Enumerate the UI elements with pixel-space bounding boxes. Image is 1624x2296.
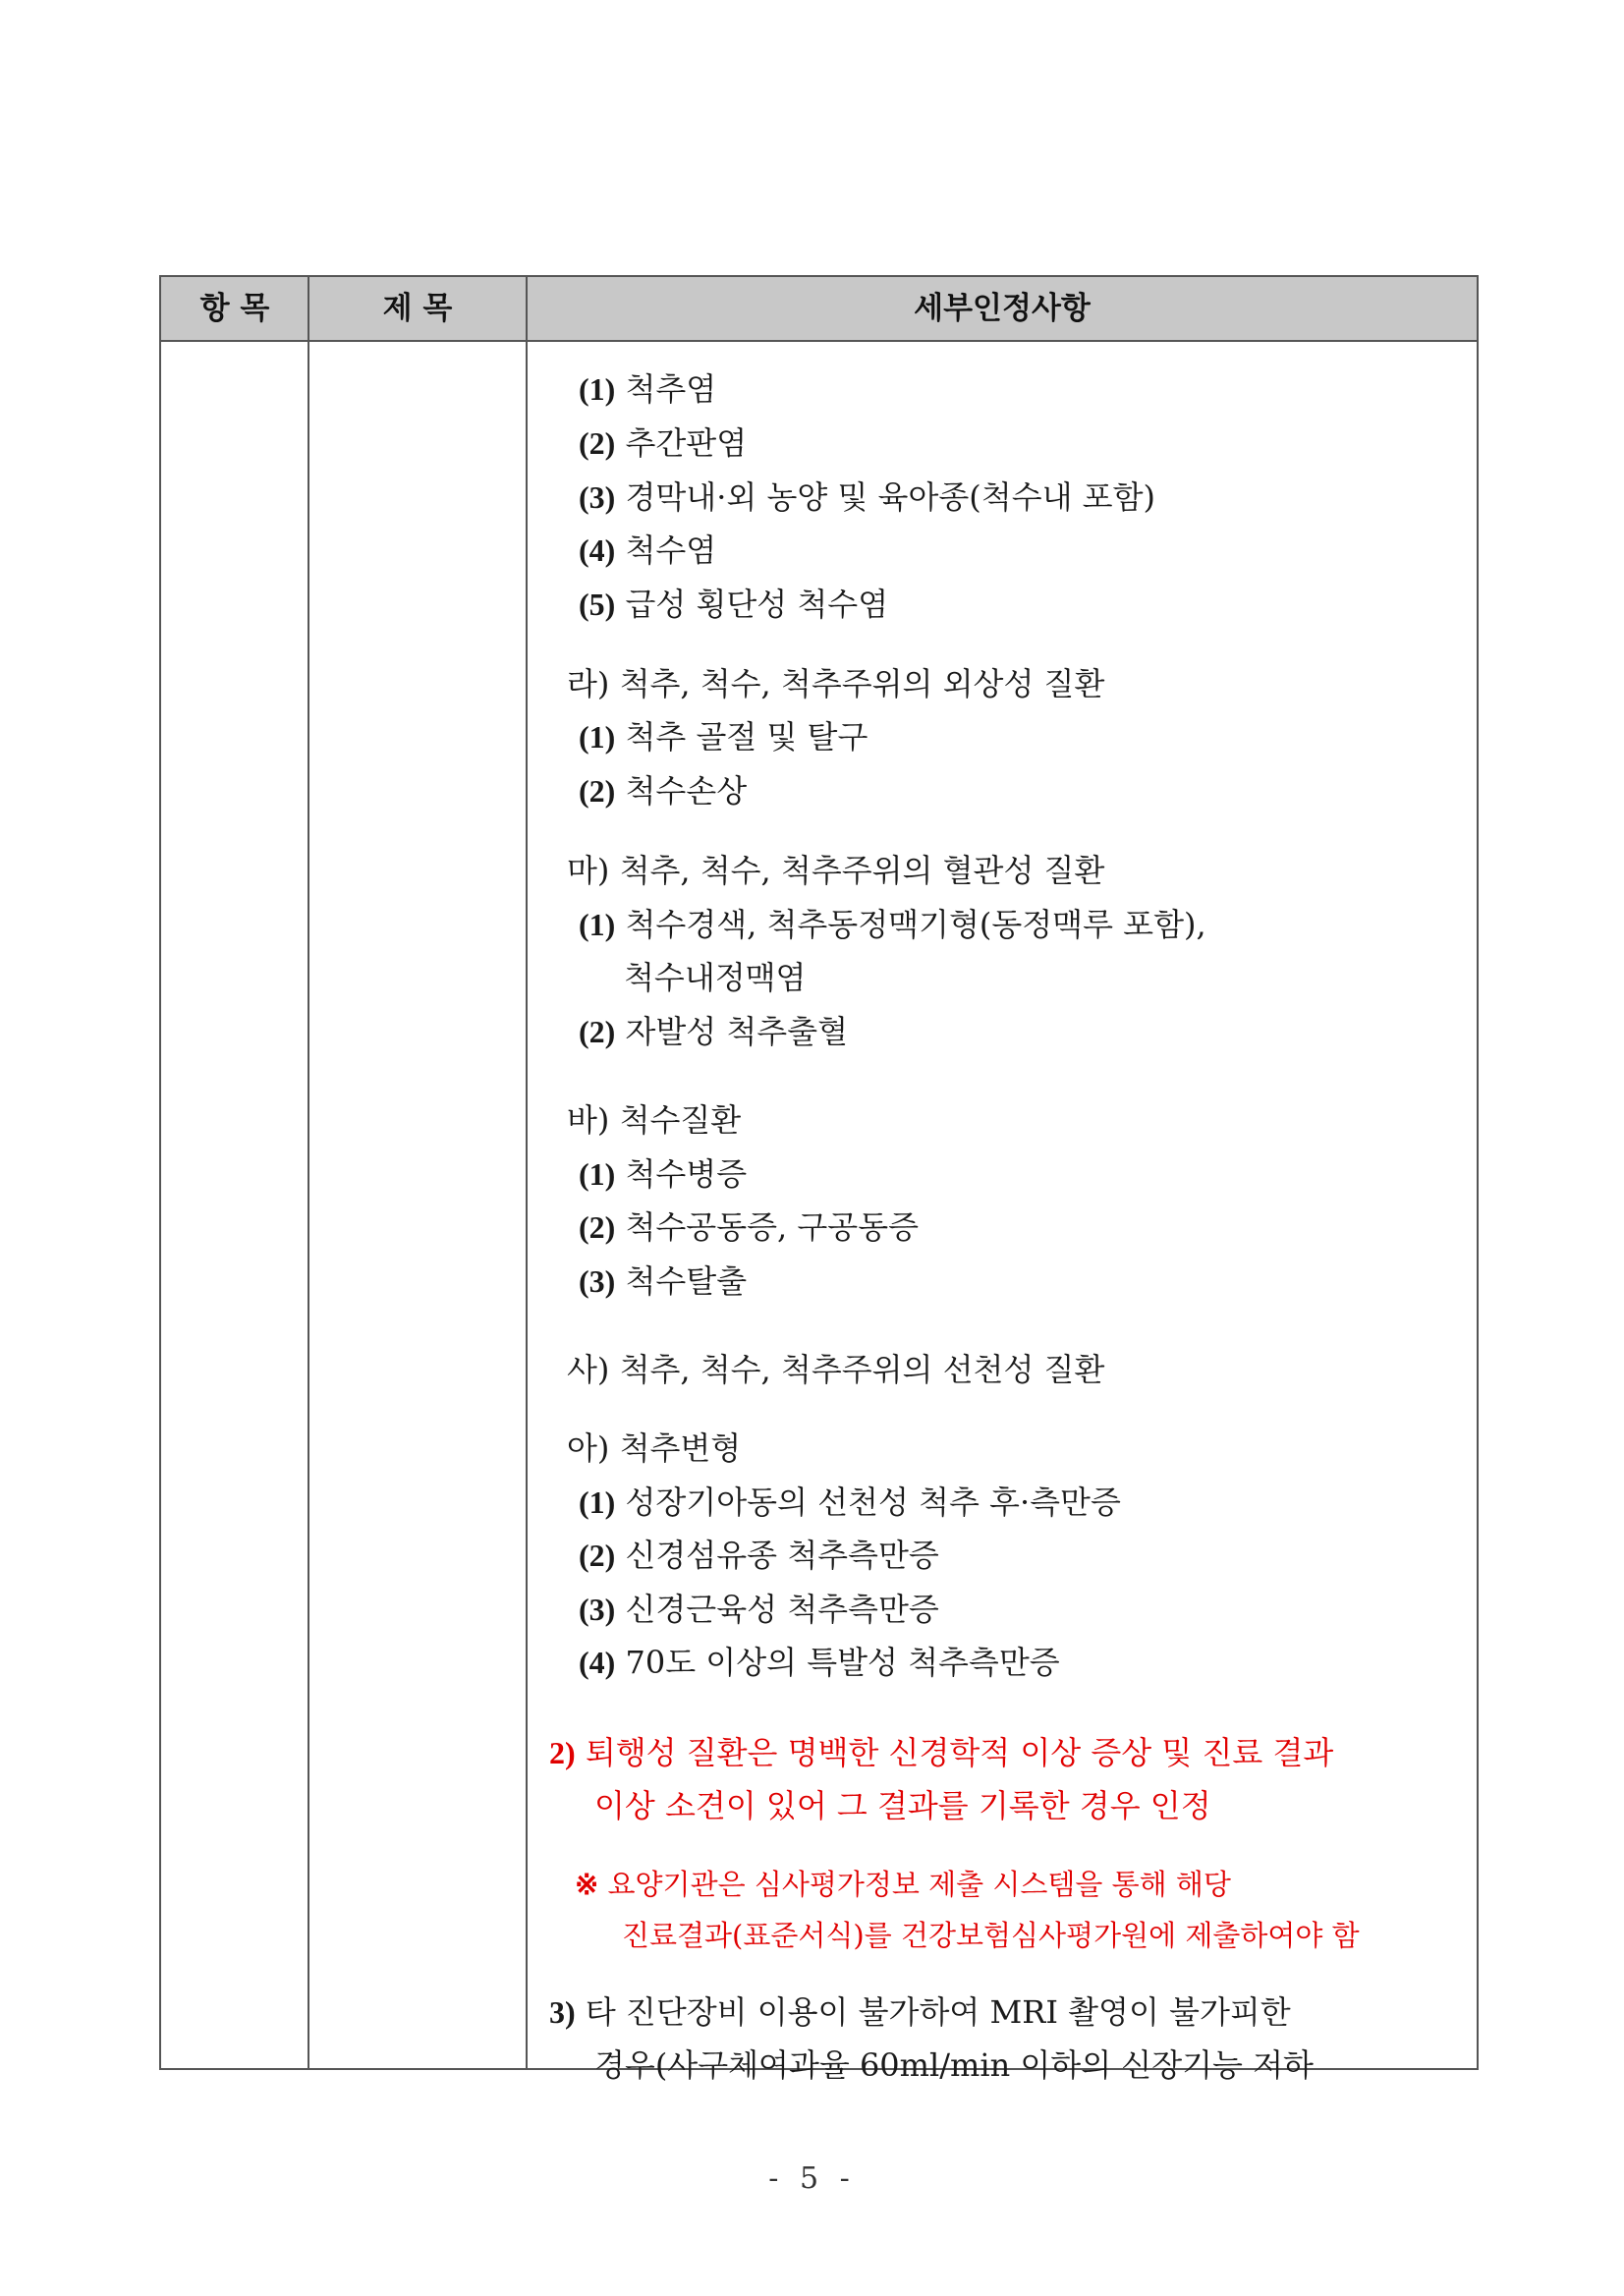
list-item: (4) 척수염 [579,532,717,569]
criteria-item-2: 2) 퇴행성 질환은 명백한 신경학적 이상 증상 및 진료 결과 [549,1734,1334,1771]
header-details: 세부인정사항 [914,291,1091,326]
list-item: (1) 성장기아동의 선천성 척추 후·측만증 [579,1484,1121,1521]
section-heading: 아) 척추변형 [567,1429,742,1467]
details-cell [528,342,1477,2084]
column-divider-1 [308,277,309,2068]
page-number: - 5 - [768,2161,856,2196]
list-item: (1) 척수병증 [579,1155,748,1193]
section-heading: 바) 척수질환 [567,1101,742,1139]
list-item: (3) 경막내·외 농양 및 육아종(척수내 포함) [579,478,1155,516]
notice-note-continuation: 진료결과(표준서식)를 건강보험심사평가원에 제출하여야 함 [622,1919,1360,1952]
list-item: (2) 척수공동증, 구공동증 [579,1208,920,1246]
section-heading: 라) 척추, 척수, 척추주위의 외상성 질환 [567,665,1105,702]
list-item: (3) 척수탈출 [579,1262,748,1300]
section-heading: 마) 척추, 척수, 척추주위의 혈관성 질환 [567,852,1105,889]
section-heading: 사) 척추, 척수, 척추주위의 선천성 질환 [567,1351,1105,1388]
list-item: (1) 척수경색, 척추동정맥기형(동정맥루 포함), [579,906,1206,943]
list-item: (4) 70도 이상의 특발성 척추측만증 [579,1644,1060,1681]
table-header-row [161,277,1477,342]
list-item: (2) 추간판염 [579,424,748,462]
list-item: (1) 척추 골절 및 탈구 [579,718,868,756]
header-item: 항 목 [199,291,270,326]
list-item-continuation: 척수내정맥염 [624,959,807,996]
list-item: (3) 신경근육성 척추측만증 [579,1591,939,1628]
notice-note: ※ 요양기관은 심사평가정보 제출 시스템을 통해 해당 [575,1868,1231,1901]
list-item: (2) 자발성 척추출혈 [579,1013,849,1050]
criteria-item-2-continuation: 이상 소견이 있어 그 결과를 기록한 경우 인정 [594,1787,1211,1824]
criteria-table [159,275,1479,2084]
criteria-item-3: 3) 타 진단장비 이용이 불가하여 MRI 촬영이 불가피한 [549,1993,1291,2031]
list-item: (5) 급성 횡단성 척수염 [579,586,889,623]
criteria-item-3-continuation: 경우(사구체여과율 60ml/min 이하의 신장기능 저하 [594,2046,1314,2084]
list-item: (2) 척수손상 [579,772,748,810]
list-item: (1) 척추염 [579,370,717,408]
header-title: 제 목 [382,291,453,326]
list-item: (2) 신경섬유종 척추측만증 [579,1537,939,1574]
